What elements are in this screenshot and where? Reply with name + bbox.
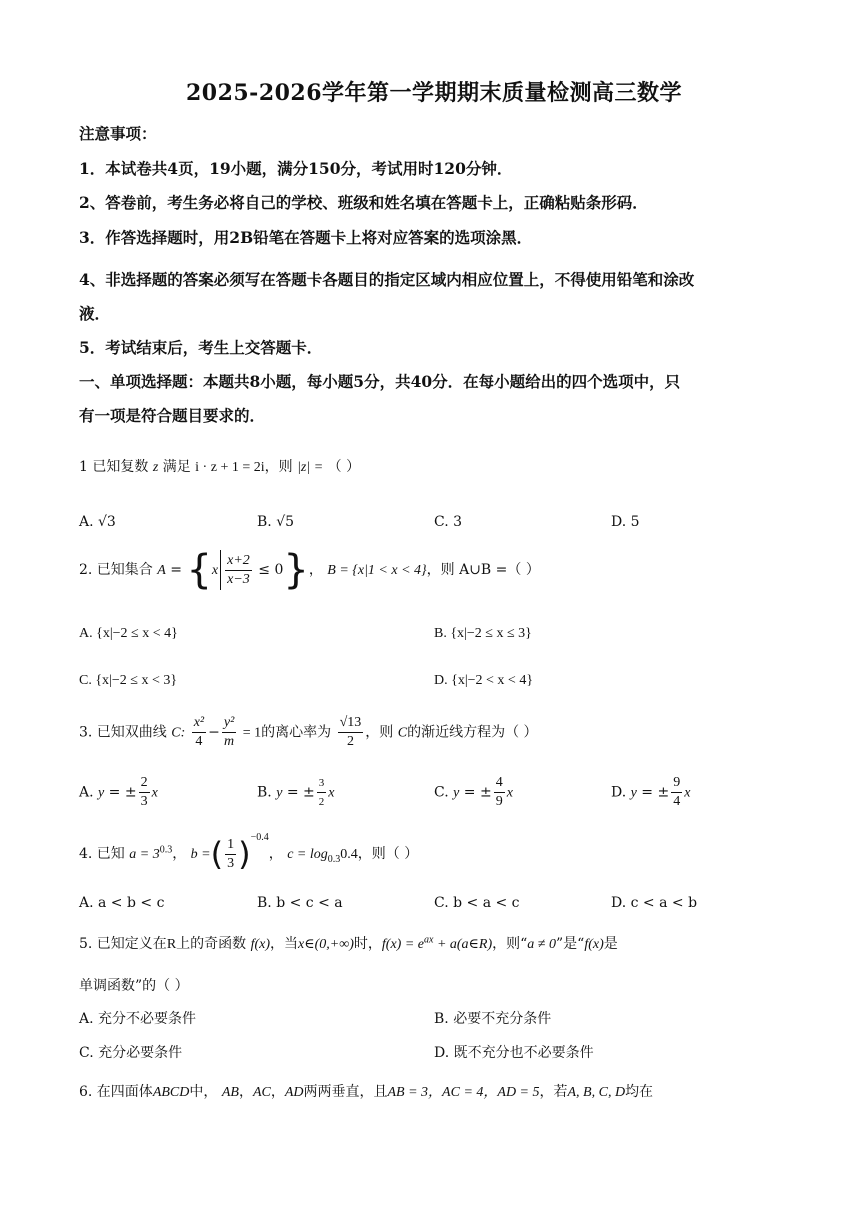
notice-item-5: 5．考试结束后，考生上交答题卡． <box>79 338 323 357</box>
q3-eq-tail: = 1 <box>242 725 262 741</box>
q3-eccentricity: $\frac{√13}{2}$ <box>339 715 362 749</box>
q5-option-b: B. 必要不充分条件 <box>434 1011 552 1027</box>
q3-frac-y: $\frac{\text{y²}}{m}$ <box>223 715 235 749</box>
q4-a: a = 3 <box>129 847 160 862</box>
question-4: 4. 已知 $a = 3^{0.3}$， b =( $\frac{1}{3}$ )$^{-0.4}$， $c = \log_{0.3}0.4$，则（ ） <box>79 832 419 873</box>
q3-prefix: 3. 已知双曲线 <box>79 724 167 741</box>
q3-option-d: D. y = ± $\frac{9}{4}$ x <box>611 775 691 809</box>
q4-a-exp: 0.3 <box>159 844 173 856</box>
q2-open-brace: { <box>186 547 212 593</box>
exam-title: 2025-2026学年第一学期期末质量检测高三数学 <box>185 80 683 106</box>
q2-option-a: A. {x|−2 ≤ x < 4} <box>79 626 178 641</box>
notice-item-2: 2、答卷前，考生务必将自己的学校、班级和姓名填在答题卡上，正确粘贴条形码． <box>79 193 648 212</box>
q4-c-val: 0.4 <box>340 847 358 862</box>
q3-option-b: B. y = ± $\frac{3}{2}$ x <box>257 774 335 811</box>
q2-option-c: C. {x|−2 ≤ x < 3} <box>79 673 178 688</box>
q1-mid: 满足 <box>162 459 191 475</box>
q1-abs: |z| = <box>297 460 324 475</box>
q3-mid: 的离心率为 <box>261 724 332 741</box>
q1-option-c: C. 3 <box>434 514 463 530</box>
q2-set-b: B = {x|1 < x < 4} <box>327 563 427 578</box>
notice-item-3: 3．作答选择题时，用2B铅笔在答题卡上将对应答案的选项涂黑． <box>79 228 533 247</box>
q5-option-c: C. 充分必要条件 <box>79 1045 183 1061</box>
q4-c-sub: 0.3 <box>327 853 341 865</box>
notice-heading: 注意事项： <box>79 124 157 143</box>
question-2: 2. 已知集合 A = {x $\frac{x+2}{x-3}$ ≤ 0}， B = {x|1 < x < 4}，则 A∪B =（ ） <box>79 547 540 593</box>
notice-item-4-cont: 液． <box>79 304 111 323</box>
section-heading-line1: 一、单项选择题：本题共8小题，每小题5分，共40分．在每小题给出的四个选项中，只 <box>79 372 681 391</box>
q3-tail: 的渐近线方程为（ ） <box>407 724 538 741</box>
q4-frac: $\frac{1}{3}$ <box>227 836 235 871</box>
q4-tail: ，则（ ） <box>357 846 419 862</box>
q4-prefix: 4. 已知 <box>79 846 125 862</box>
q2-tail: ，则 A∪B =（ ） <box>426 562 540 578</box>
q1-option-d: D. 5 <box>611 514 640 530</box>
q1-tail: ，则 <box>264 459 293 475</box>
q1-bracket: （ ） <box>327 459 361 475</box>
section-heading-line2: 有一项是符合题目要求的． <box>79 406 266 425</box>
question-5-line2: 单调函数”的（ ） <box>79 978 189 994</box>
q3-c: C: <box>171 725 186 741</box>
q4-b: b = <box>190 847 211 862</box>
q2-set-a: A <box>157 563 166 578</box>
q1-equation: i · z + 1 = 2i <box>195 460 265 475</box>
q1-z: z <box>152 460 159 475</box>
q4-b-exp: −0.4 <box>250 832 269 843</box>
q5-option-a: A. 充分不必要条件 <box>79 1011 197 1027</box>
q4-option-a: A. a < b < c <box>79 895 165 911</box>
question-5-line1: 5. 已知定义在R上的奇函数 f(x)，当x∈(0,+∞)时，$f(x) = e^{ax}$ + a(a∈R)，则“a ≠ 0”是“f(x)是 <box>79 934 618 952</box>
q1-prefix: 1 已知复数 <box>79 459 149 475</box>
q2-bar <box>220 550 221 590</box>
q4-option-b: B. b < c < a <box>257 895 343 911</box>
q4-option-d: D. c < a < b <box>611 895 698 911</box>
q3-frac-x: $\frac{\text{x²}}{4}$ <box>193 715 205 749</box>
notice-item-4: 4、非选择题的答案必须写在答题卡各题目的指定区域内相应位置上，不得使用铅笔和涂改 <box>79 270 695 289</box>
q2-option-d: D. {x|−2 < x < 4} <box>434 673 534 688</box>
q2-option-b: B. {x|−2 ≤ x ≤ 3} <box>434 626 532 641</box>
q3-option-c: C. y = ± $\frac{4}{9}$ x <box>434 775 513 809</box>
q2-x: x <box>211 563 219 578</box>
q2-prefix: 2. 已知集合 <box>79 562 153 578</box>
q3-option-a: A. y = ± $\frac{2}{3}$ x <box>79 775 158 809</box>
q2-fraction: $\frac{x+2}{x-3}$ <box>227 552 250 587</box>
q4-c: c = log <box>287 847 328 862</box>
q1-option-a: A. √3 <box>79 514 116 530</box>
question-6: 6. 在四面体ABCD中， AB，AC，AD两两垂直，且AB = 3，AC = 4，AD = 5，若A, B, C, D均在 <box>79 1084 654 1100</box>
q4-option-c: C. b < a < c <box>434 895 520 911</box>
q5-option-d: D. 既不充分也不必要条件 <box>434 1045 594 1061</box>
question-1 <box>79 456 360 476</box>
q3-c2: C <box>397 725 408 741</box>
q2-close-brace: } <box>283 547 309 593</box>
q1-option-b: B. √5 <box>257 514 295 530</box>
question-3: 3. 已知双曲线 C: $\frac{\text{x²}}{4}$ − $\frac{\text{y²}}{m}$ = 1的离心率为 $\frac{√13}{2}$ ，则 C的渐近线方程为（ ） <box>79 715 538 749</box>
notice-item-1: 1．本试卷共4页，19小题，满分150分，考试用时120分钟． <box>79 159 513 178</box>
